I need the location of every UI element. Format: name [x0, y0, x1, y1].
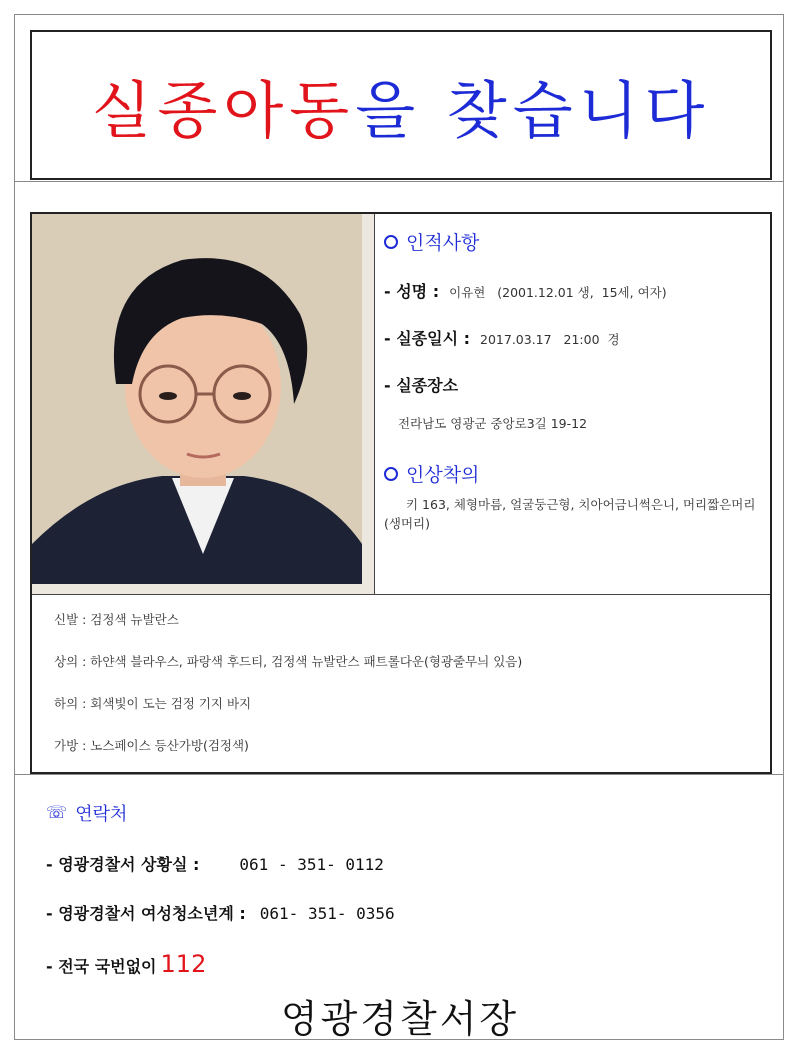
contact-label: - 영광경찰서 상황실 : [46, 855, 200, 874]
phone-icon: ☏ [46, 803, 68, 823]
contact-number: 061- 351- 0356 [259, 904, 395, 923]
contact-number: 061 - 351- 0112 [239, 855, 384, 874]
contact-heading [46, 800, 746, 826]
personal-heading [384, 228, 768, 255]
clothing-bottom: 하의 : 회색빛이 도는 검정 기지 바지 [54, 696, 252, 711]
national-line [46, 950, 746, 978]
clothing-shoes: 신발 : 검정색 뉴발란스 [54, 612, 179, 627]
divider-top [14, 181, 784, 182]
title-red-part: 실종아동 [91, 73, 356, 147]
photo-divider [374, 214, 375, 594]
contact-heading-text: 연락처 [75, 804, 128, 825]
poster-title [92, 61, 711, 150]
missing-place-value: 전라남도 영광군 중앙로3길 19-12 [398, 416, 588, 431]
contact-section [46, 800, 746, 978]
police-station-name: 영광경찰서장 [280, 997, 520, 1041]
contact-line [46, 901, 746, 924]
appearance-heading-text: 인상착의 [406, 464, 480, 486]
personal-info [384, 228, 768, 533]
appearance-heading [384, 460, 768, 487]
clothing-top: 상의 : 하얀색 블라우스, 파랑색 후드티, 검정색 뉴발란스 패트롤다운(형광줄무늬 있음) [54, 654, 523, 669]
personal-heading-text: 인적사항 [406, 232, 480, 254]
national-label: - 전국 국번없이 [46, 957, 157, 976]
missing-place-row [384, 373, 768, 396]
name-label: - 성명 : [384, 282, 440, 301]
name-value: 이유현 (2001.12.01 생, 15세, 여자) [449, 285, 667, 300]
child-photo [32, 214, 374, 594]
clothing-bag: 가방 : 노스페이스 등산가방(검정색) [54, 738, 249, 753]
missing-date-label: - 실종일시 : [384, 329, 471, 348]
circle-bullet-icon [384, 235, 398, 249]
clothing-list [54, 610, 522, 778]
info-box [30, 212, 772, 774]
divider-bottom [14, 774, 784, 775]
missing-date-row [384, 326, 768, 349]
missing-place-label: - 실종장소 [384, 376, 459, 395]
section-divider [32, 594, 770, 595]
missing-date-value: 2017.03.17 21:00 경 [480, 332, 620, 347]
title-box [30, 30, 772, 180]
contact-line [46, 852, 746, 875]
title-blue-part: 을 찾습니다 [355, 73, 711, 147]
contact-label: - 영광경찰서 여성청소년계 : [46, 904, 246, 923]
national-number: 112 [160, 950, 207, 978]
appearance-description: 키 163, 체형마름, 얼굴둥근형, 치아어금니썩은니, 머리짧은머리(생머리) [384, 497, 756, 531]
name-row [384, 279, 768, 302]
circle-bullet-icon [384, 467, 398, 481]
